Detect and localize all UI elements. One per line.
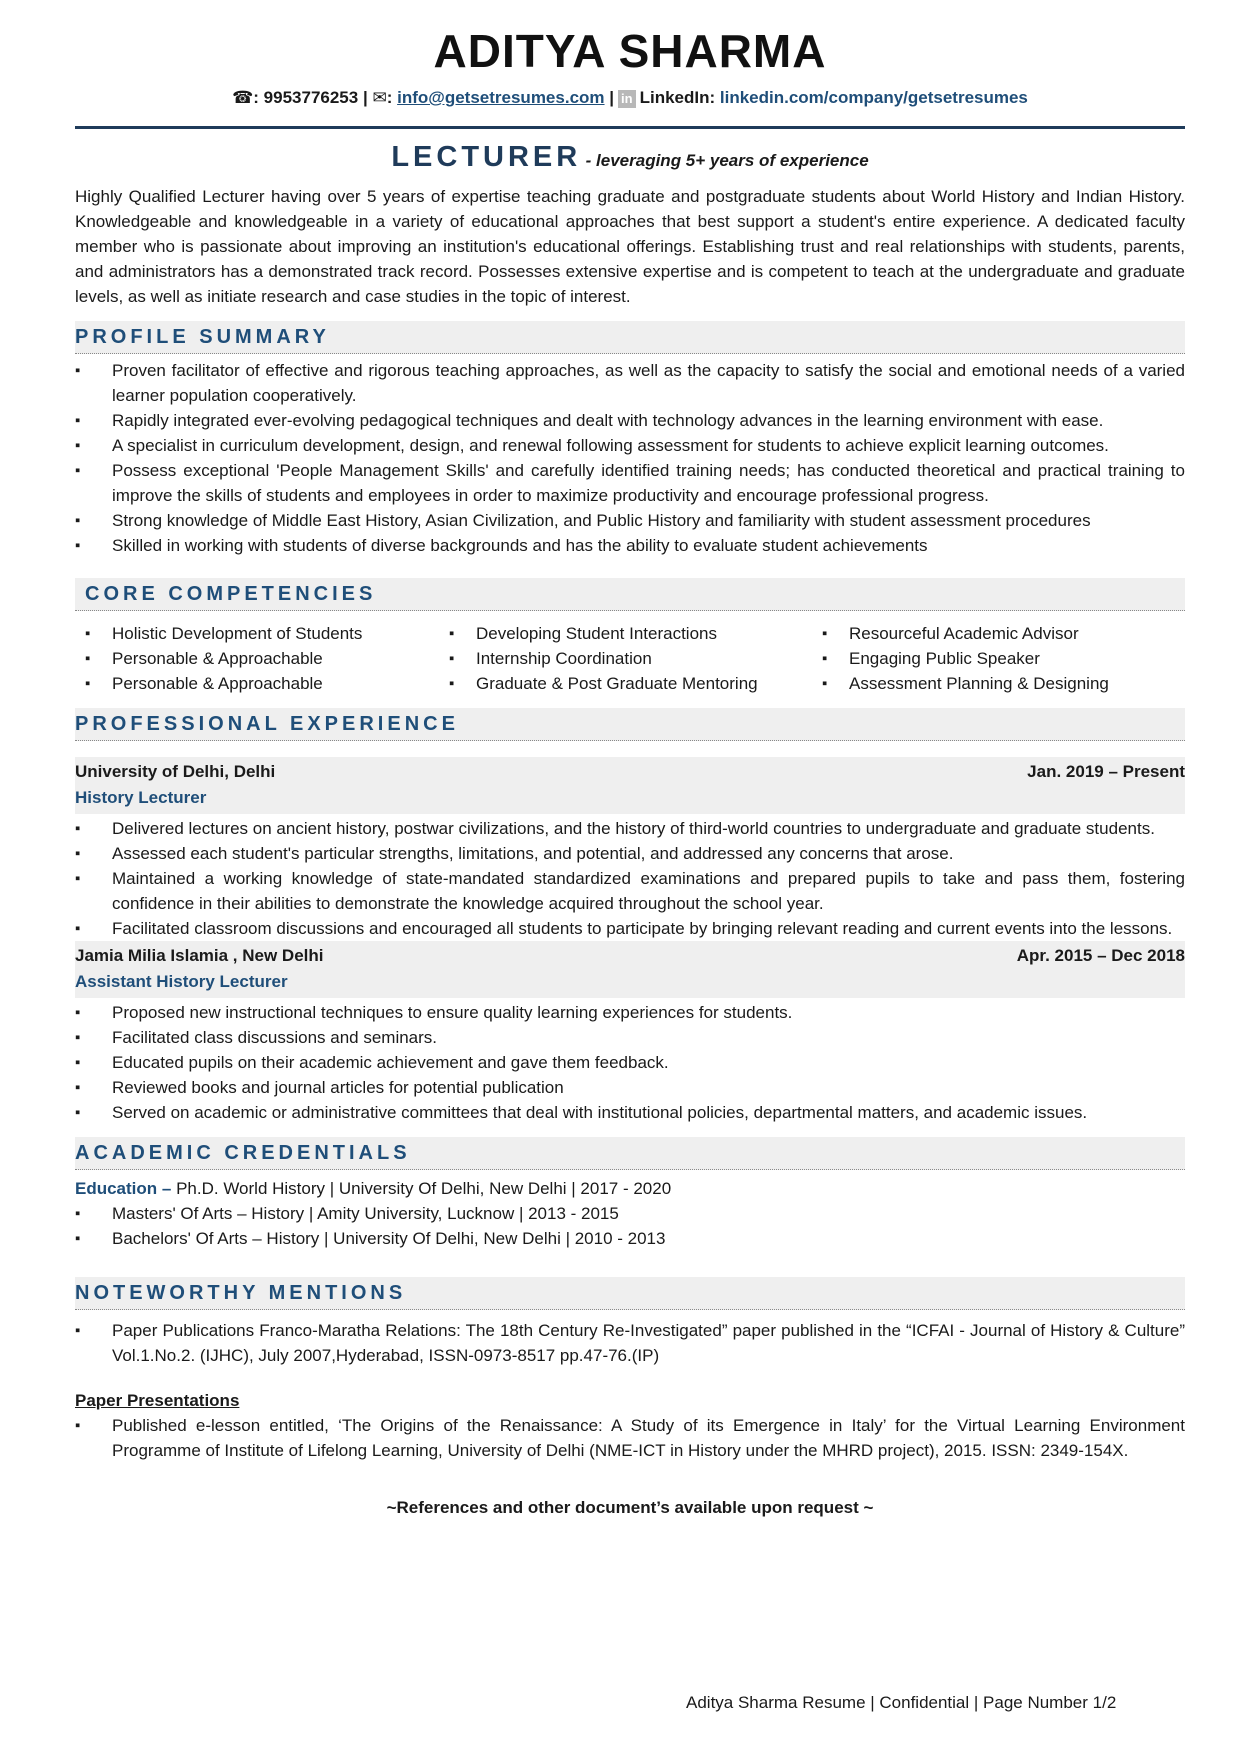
list-item: ▪ Facilitated classroom discussions and encouraged all students to participate by bringing relevant reading and current events into the lessons. — [75, 916, 1185, 941]
list-item: ▪ Educated pupils on their academic achievement and gave them feedback. — [75, 1050, 1185, 1075]
list-item: ▪ Maintained a working knowledge of state-mandated standardized examinations and prepared pupils to take and pass them, fostering confidence in their abilities to demonstrate the knowledge acquired throughout the school year. — [75, 866, 1185, 916]
intro-paragraph: Highly Qualified Lecturer having over 5 years of expertise teaching graduate and postgraduate students about World History and Indian History. Knowledgeable and knowledgeable in a variety of educational approaches that best support a student's entire experience. A dedicated faculty member who is passionate about improving an institution's educational offerings. Establishing trust and real relationships with students, parents, and administrators has a demonstrated track record. Possesses extensive expertise and is competent to teach at the undergraduate and graduate levels, as well as initiate research and case studies in the topic of interest. — [75, 187, 1185, 306]
headline-tagline: - leveraging 5+ years of experience — [585, 151, 869, 170]
education-list — [75, 1201, 1185, 1251]
job-bullets — [75, 1000, 1185, 1125]
job-bullets — [75, 816, 1185, 941]
linkedin-link[interactable]: linkedin.com/company/getsetresumes — [719, 88, 1028, 107]
job-header — [75, 941, 1185, 998]
references-note: ~References and other document’s available upon request ~ — [386, 1498, 874, 1517]
list-item: ▪ Developing Student Interactions — [439, 621, 812, 646]
list-item: ▪ Paper Publications Franco-Maratha Relations: The 18th Century Re-Investigated” paper published in the “ICFAI - Journal of History & Culture” Vol.1.No.2. (IJHC), July 2007,Hyderabad, ISSN-0973-8517 pp.47-76.(IP) — [75, 1318, 1185, 1368]
resume-page — [75, 0, 1185, 1520]
email-link[interactable]: info@getsetresumes.com — [397, 88, 605, 107]
education-entry — [75, 1176, 1185, 1201]
competency-column — [812, 621, 1185, 696]
paper-presentations-title: Paper Presentations — [75, 1391, 240, 1410]
list-item: ▪ Facilitated class discussions and seminars. — [75, 1025, 1185, 1050]
linkedin-icon: in — [618, 90, 636, 108]
list-item: ▪ Holistic Development of Students — [75, 621, 439, 646]
job-role: History Lecturer — [75, 788, 207, 807]
list-item: ▪ Personable & Approachable — [75, 646, 439, 671]
phone-number: : 9953776253 — [253, 88, 359, 107]
presentations-list — [75, 1413, 1185, 1463]
list-item: ▪ Rapidly integrated ever-evolving pedagogical techniques and dealt with technology advances in the learning environment with ease. — [75, 408, 1185, 433]
core-competencies-grid — [75, 621, 1185, 696]
list-item: ▪ Proposed new instructional techniques to ensure quality learning experiences for students. — [75, 1000, 1185, 1025]
job-title: LECTURER — [391, 141, 582, 173]
header-divider — [75, 126, 1185, 129]
job-dates: Jan. 2019 – Present — [1027, 762, 1185, 781]
separator: | — [609, 88, 615, 107]
job-organization: University of Delhi, Delhi — [75, 762, 276, 781]
candidate-name: ADITYA SHARMA — [433, 25, 827, 77]
competency-column — [75, 621, 439, 696]
list-item: ▪ Skilled in working with students of diverse backgrounds and has the ability to evaluate student achievements — [75, 533, 1185, 558]
list-item: ▪ Assessed each student's particular strengths, limitations, and potential, and addressed any concerns that arose. — [75, 841, 1185, 866]
list-item: ▪ Engaging Public Speaker — [812, 646, 1185, 671]
list-item: ▪ Bachelors' Of Arts – History | University Of Delhi, New Delhi | 2010 - 2013 — [75, 1226, 1185, 1251]
job-header — [75, 757, 1185, 814]
section-header-core-competencies: CORE COMPETENCIES — [75, 578, 1185, 611]
education-label: Education – — [75, 1179, 172, 1198]
list-item: ▪ Resourceful Academic Advisor — [812, 621, 1185, 646]
list-item: ▪ Published e-lesson entitled, ‘The Origins of the Renaissance: A Study of its Emergence in Italy’ for the Virtual Learning Environment Programme of Institute of Lifelong Learning, University of Delhi (NME-ICT in History under the MHRD project), 2015. ISSN: 2349-154X. — [75, 1413, 1185, 1463]
separator: | — [362, 88, 368, 107]
education-degree: Ph.D. World History | University Of Delhi, New Delhi | 2017 - 2020 — [171, 1179, 672, 1198]
job-dates: Apr. 2015 – Dec 2018 — [1016, 946, 1185, 965]
list-item: ▪ Possess exceptional 'People Management Skills' and carefully identified training needs; has conducted theoretical and practical training to improve the skills of students and employees in order to maximize productivity and encourage professional progress. — [75, 458, 1185, 508]
mentions-list — [75, 1318, 1185, 1368]
list-item: ▪ A specialist in curriculum development, design, and renewal following assessment for students to achieve explicit learning outcomes. — [75, 433, 1185, 458]
section-header-academic: ACADEMIC CREDENTIALS — [75, 1137, 1185, 1170]
page-footer: Aditya Sharma Resume | Confidential | Page Number 1/2 — [686, 1693, 1117, 1712]
section-header-experience: PROFESSIONAL EXPERIENCE — [75, 708, 1185, 741]
job-organization: Jamia Milia Islamia , New Delhi — [75, 946, 324, 965]
envelope-icon: ✉ — [372, 88, 387, 107]
section-header-profile-summary: PROFILE SUMMARY — [75, 321, 1185, 354]
profile-summary-list — [75, 358, 1185, 558]
headline — [75, 139, 1185, 180]
list-item: ▪ Personable & Approachable — [75, 671, 439, 696]
section-header-mentions: NOTEWORTHY MENTIONS — [75, 1277, 1185, 1310]
competency-column — [439, 621, 812, 696]
linkedin-label: LinkedIn: — [639, 88, 716, 107]
list-item: ▪ Delivered lectures on ancient history, postwar civilizations, and the history of third-world countries to undergraduate and graduate students. — [75, 816, 1185, 841]
phone-icon: ☎ — [232, 88, 254, 107]
list-item: ▪ Internship Coordination — [439, 646, 812, 671]
list-item: ▪ Graduate & Post Graduate Mentoring — [439, 671, 812, 696]
contact-line — [75, 86, 1185, 110]
list-item: ▪ Proven facilitator of effective and rigorous teaching approaches, as well as the capacity to satisfy the social and emotional needs of a varied learner population cooperatively. — [75, 358, 1185, 408]
list-item: ▪ Assessment Planning & Designing — [812, 671, 1185, 696]
list-item: ▪ Served on academic or administrative committees that deal with institutional policies, departmental matters, and academic issues. — [75, 1100, 1185, 1125]
list-item: ▪ Strong knowledge of Middle East History, Asian Civilization, and Public History and familiarity with student assessment procedures — [75, 508, 1185, 533]
job-role: Assistant History Lecturer — [75, 972, 288, 991]
list-item: ▪ Masters' Of Arts – History | Amity University, Lucknow | 2013 - 2015 — [75, 1201, 1185, 1226]
email-prefix: : — [386, 88, 393, 107]
list-item: ▪ Reviewed books and journal articles for potential publication — [75, 1075, 1185, 1100]
